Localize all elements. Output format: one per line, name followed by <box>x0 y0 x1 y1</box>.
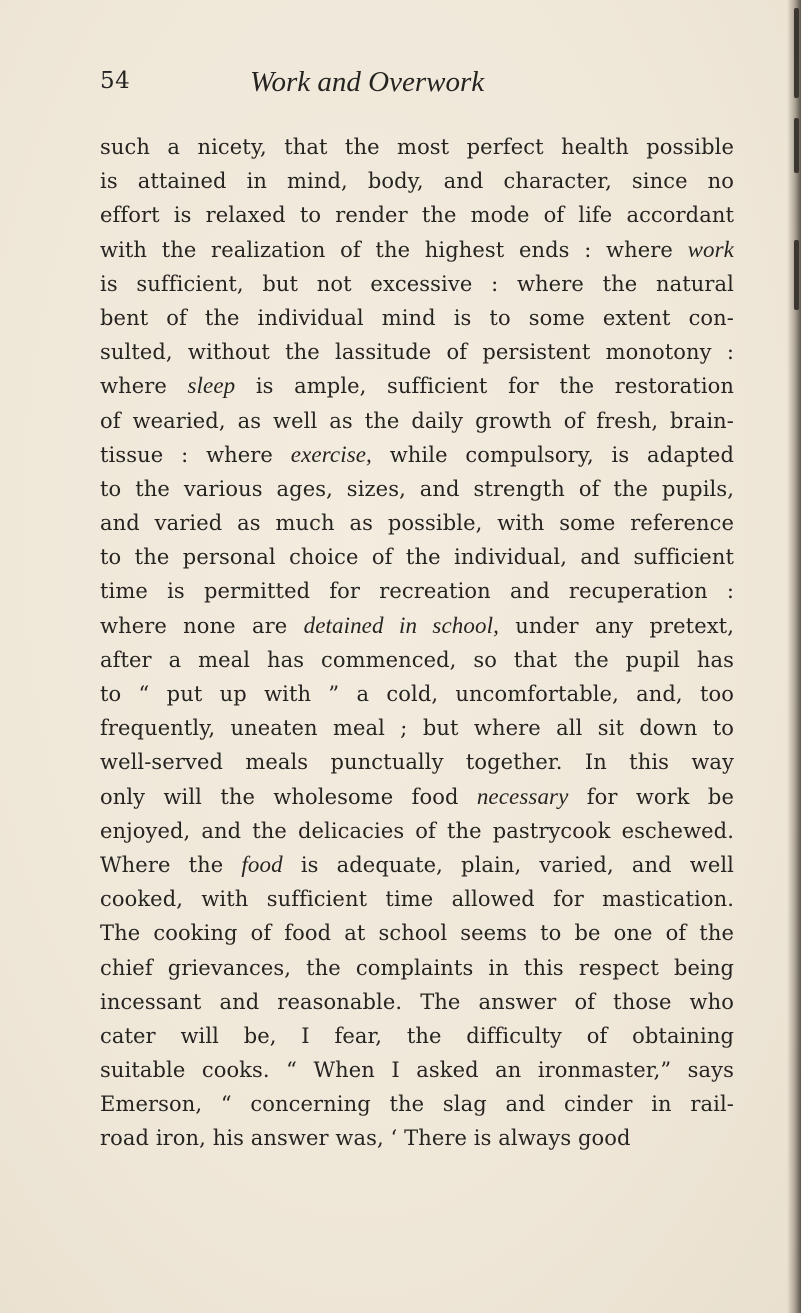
text-line: where none are detained in school, under any pretext, <box>100 612 735 638</box>
text-line: road iron, his answer was, ‘ There is always good <box>100 1126 631 1151</box>
text-line: only will the wholesome food necessary for work be <box>100 783 734 809</box>
text-line: well-served meals punctually together. In this way <box>100 750 734 775</box>
text-line: is sufficient, but not excessive : where the natural <box>100 271 734 296</box>
text-line: frequently, uneaten meal ; but where all sit down to <box>100 716 734 741</box>
text-line: and varied as much as possible, with some reference <box>100 511 734 536</box>
text-line: suitable cooks. “ When I asked an ironmaster,” says <box>100 1058 734 1083</box>
text-line: to the personal choice of the individual, and sufficient <box>100 545 734 570</box>
text-line: tissue : where exercise, while compulsory, is adapted <box>100 441 734 467</box>
edge-mark <box>794 118 799 173</box>
italic-emphasis: food <box>241 851 283 877</box>
text-line: cater will be, I fear, the difficulty of obtaining <box>100 1023 734 1048</box>
italic-emphasis: detained in school, <box>303 612 499 638</box>
running-title: Work and Overwork <box>250 66 485 98</box>
text-line: of wearied, as well as the daily growth of fresh, brain- <box>100 408 734 433</box>
text-line: bent of the individual mind is to some extent con- <box>100 305 734 330</box>
body-text <box>100 130 734 1156</box>
edge-mark <box>794 8 799 98</box>
text-line: where sleep is ample, sufficient for the restoration <box>100 373 735 399</box>
page-edge-shadow <box>787 0 801 1313</box>
text-line: effort is relaxed to render the mode of life accordant <box>100 203 734 228</box>
text-line: is attained in mind, body, and character, since no <box>100 169 734 194</box>
italic-emphasis: exercise, <box>290 441 372 467</box>
text-line: The cooking of food at school seems to be one of the <box>100 921 734 946</box>
text-line: to “ put up with ” a cold, uncomfortable, and, too <box>100 682 734 706</box>
text-line: after a meal has commenced, so that the pupil has <box>100 647 734 672</box>
text-line: Where the food is adequate, plain, varied, and well <box>100 851 734 877</box>
running-head <box>100 68 750 108</box>
text-line: with the realization of the highest ends : where work <box>100 236 734 262</box>
italic-emphasis: sleep <box>187 373 236 399</box>
page-number: 54 <box>100 68 131 94</box>
text-line: enjoyed, and the delicacies of the pastrycook eschewed. <box>100 818 734 843</box>
text-line: Emerson, “ concerning the slag and cinder in rail- <box>100 1092 734 1117</box>
text-line: sulted, without the lassitude of persistent monotony : <box>100 340 734 365</box>
text-line: chief grievances, the complaints in this respect being <box>100 955 734 980</box>
edge-mark <box>794 240 799 310</box>
text-line: to the various ages, sizes, and strength of the pupils, <box>100 476 734 501</box>
text-line: incessant and reasonable. The answer of those who <box>100 989 734 1014</box>
italic-emphasis: necessary <box>476 783 569 809</box>
text-line: time is permitted for recreation and recuperation : <box>100 579 734 604</box>
text-line: such a nicety, that the most perfect health possible <box>100 135 734 159</box>
italic-emphasis: work <box>687 236 734 262</box>
text-line: cooked, with sufficient time allowed for mastication. <box>100 887 734 912</box>
